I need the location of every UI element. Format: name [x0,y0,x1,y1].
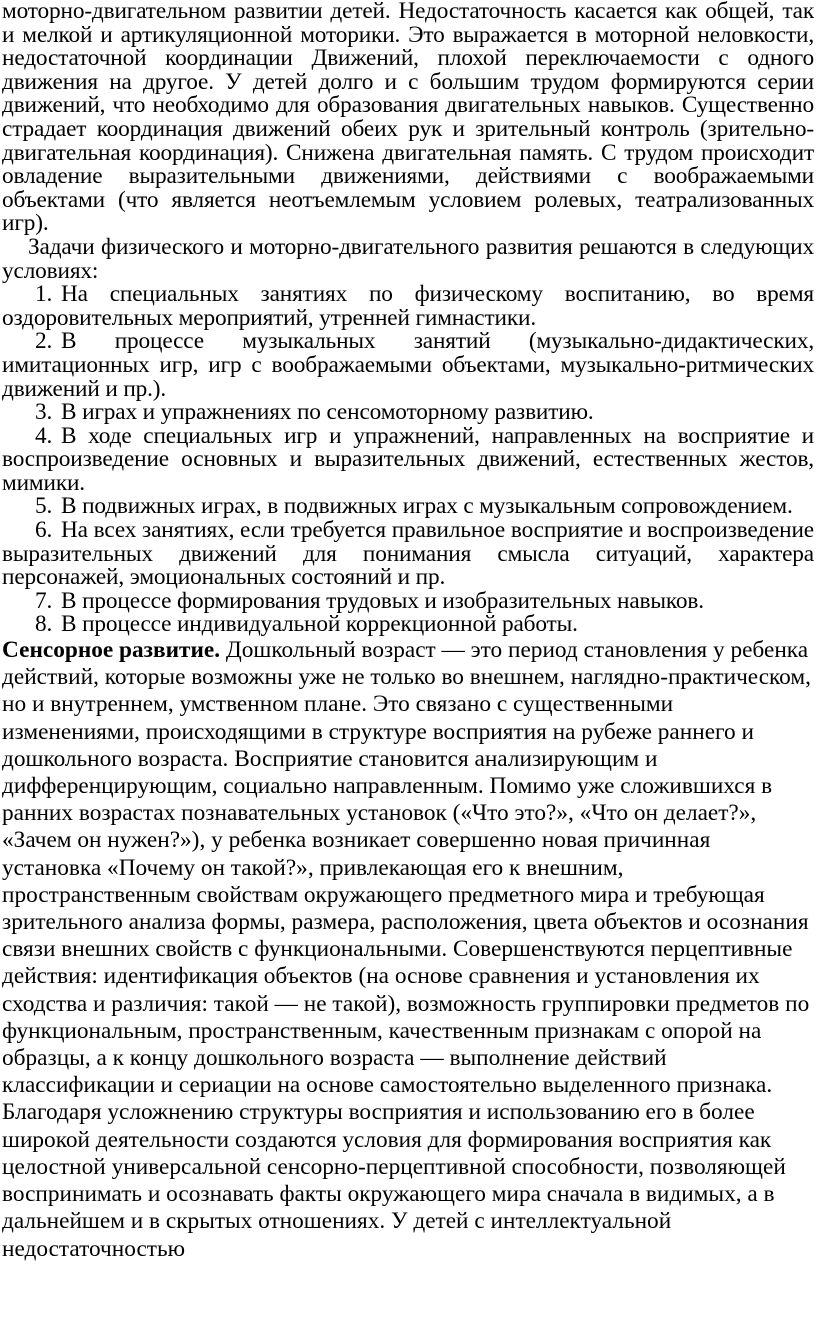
list-item-number: 4. [35,422,53,449]
list-item [2,422,814,496]
list-item-number: 3. [35,399,53,426]
list-item-number: 1. [35,281,53,308]
list-item [2,587,814,614]
list-item-text: В подвижных играх, в подвижных играх с музыкальным сопровождением. [61,493,793,520]
list-item-text: В процессе индивидуальной коррекционной работы. [61,611,578,638]
tasks-intro-paragraph: Задачи физического и моторно-двигательного развития решаются в следующих условиях: [2,233,814,284]
list-item [2,495,814,519]
list-item-number: 8. [35,611,53,638]
list-item-text: На всех занятиях, если требуется правильное восприятие и воспроизведение выразительных движений для понимания смысла ситуаций, характера персонажей, эмоциональных состояний и пр. [2,517,814,591]
list-item-number: 7. [35,587,53,614]
dense-text-section [2,0,814,637]
intro-paragraph: моторно-двигательном развитии детей. Недостаточность касается как общей, так и мелкой и артикуляционной моторики. Это выражается в моторной неловкости, недостаточной координации Движений, плохой переключаемости с одного движения на другое. У детей долго и с большим трудом формируются серии движений, что необходимо для образования двигательных навыков. Существенно страдает координация движений обеих рук и зрительный контроль (зрительно-двигательная координация). Снижена двигательная память. С трудом происходит овладение выразительными движениями, действиями с воображаемыми объектами (что является неотъемлемым условием ролевых, театрализованных игр). [2,0,814,237]
sensory-body-text: Дошкольный возраст — это период становления у ребенка действий, которые возможны уже не только во внешнем, наглядно-практическом, но и внутреннем, умственном плане. Это связано с существенными изменениями, происходящими в структуре восприятия на рубеже раннего и дошкольного возраста. Восприятие становится анализирующим и дифференцирующим, социально направленным. Помимо уже сложившихся в ранних возрастах познавательных установок («Что это?», «Что он делает?», «Зачем он нужен?»), у ребенка возникает совершенно новая причинная установка «Почему он такой?», привлекающая его к внешним, пространственным свойствам окружающего предметного мира и требующая зрительного анализа формы, размера, расположения, цвета объектов и осознания связи внешних свойств с функциональными. Совершенствуются перцептивные действия: идентификация объектов (на основе сравнения и установления их сходства и различия: такой — не такой), возможность группировки предметов по функциональным, пространственным, качественным признакам с опорой на образцы, а к концу дошкольного возраста — выполнение действий классификации и сериации на основе самостоятельно выделенного признака. Благодаря усложнению структуры восприятия и использованию его в более широкой деятельности создаются условия для формирования восприятия как целостной универсальной сенсорно-перцептивной способности, позволяющей воспринимать и осознавать факты окружающего мира сначала в видимых, а в дальнейшем и в скрытых отношениях. У детей с интеллектуальной недостаточностью [2,637,811,1262]
sensory-development-section [2,637,814,1263]
list-item [2,401,814,425]
list-item [2,519,814,590]
list-item [2,283,814,330]
sensory-paragraph [2,637,814,1263]
list-item [2,330,814,401]
list-item [2,613,814,637]
conditions-list [2,283,814,637]
list-item-text: В ходе специальных игр и упражнений, направленных на восприятие и воспроизведение основных и выразительных движений, естественных жестов, мимики. [2,422,814,496]
list-item-number: 6. [35,517,53,544]
list-item-text: В играх и упражнениях по сенсомоторному развитию. [61,399,594,426]
list-item-text: В процессе музыкальных занятий (музыкально-дидактических, имитационных игр, игр с воображаемыми объектами, музыкально-ритмических движений и пр.). [2,328,814,402]
list-item-number: 2. [35,328,53,355]
list-item-text: На специальных занятиях по физическому воспитанию, во время оздоровительных мероприятий, утренней гимнастики. [2,281,814,331]
list-item-number: 5. [35,493,53,520]
section-heading: Сенсорное развитие. [2,637,221,664]
list-item-text: В процессе формирования трудовых и изобразительных навыков. [61,587,704,614]
